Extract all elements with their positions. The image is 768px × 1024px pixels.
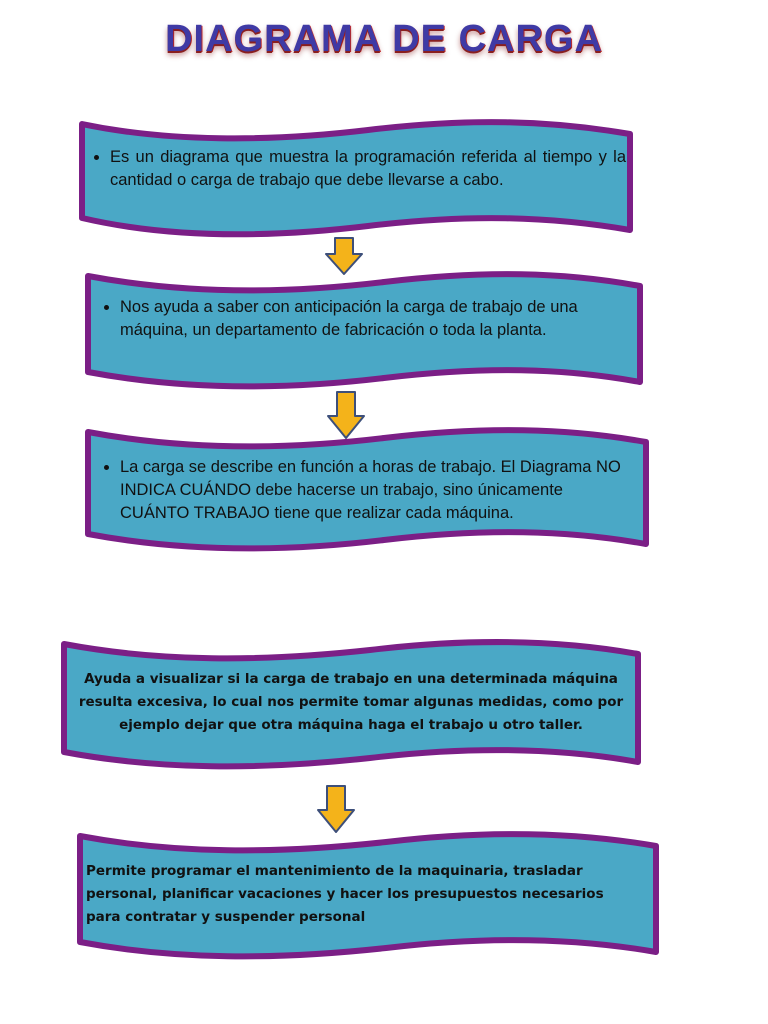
flow-box-5	[76, 832, 660, 958]
box-1-text: • Es un diagrama que muestra la programación referida al tiempo y la cantidad o carga de trabajo que debe llevarse a cabo.	[110, 146, 626, 192]
flow-box-2	[84, 272, 644, 388]
box-3-text: • La carga se describe en función a horas de trabajo. El Diagrama NO INDICA CUÁNDO debe hacerse un trabajo, sino únicamente CUÁNTO TRABAJO tiene que realizar cada máquina.	[120, 456, 628, 525]
flow-box-1	[78, 118, 634, 236]
box-4-text: Ayuda a visualizar si la carga de trabajo en una determinada máquina resulta excesiva, lo cual nos permite tomar algunas medidas, como por ejemplo dejar que otra máquina haga el trabajo u otro taller.	[78, 671, 624, 733]
flow-box-4	[60, 640, 642, 768]
diagram-title: DIAGRAMA DE CARGA	[165, 18, 603, 60]
box-5-text: Permite programar el mantenimiento de la maquinaria, trasladar personal, planificar vacaciones y hacer los presupuestos necesarios para contratar y suspender personal	[86, 863, 604, 925]
down-arrow-1	[324, 236, 364, 276]
box-2-text: • Nos ayuda a saber con anticipación la carga de trabajo de una máquina, un departamento de fabricación o toda la planta.	[120, 296, 638, 342]
flow-box-3	[84, 428, 650, 550]
down-arrow-3	[316, 784, 356, 834]
